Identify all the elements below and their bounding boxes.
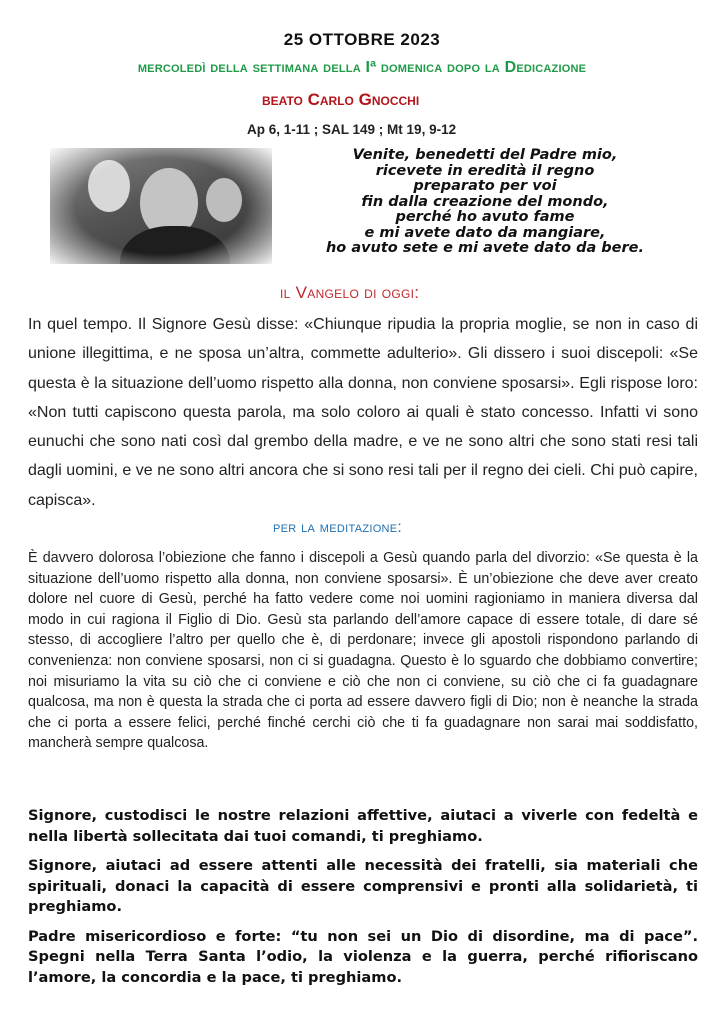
photo-youth-figure xyxy=(206,178,242,222)
saint-photo xyxy=(50,148,272,264)
quote-line: e mi avete dato da mangiare, xyxy=(364,224,606,241)
scripture-quote xyxy=(300,148,670,257)
photo-cassock-shape xyxy=(120,226,230,264)
prayer-intention: Signore, custodisci le nostre relazioni affettive, aiutaci a viverle con fedeltà e nella libertà sollecitata dai tuoi comandi, ti preghiamo. xyxy=(28,807,698,845)
gospel-text: In quel tempo. Il Signore Gesù disse: «Chiunque ripudia la propria moglie, se non in caso di unione illegittima, e ne sposa un’altra, commette adulterio». Gli dissero i suoi discepoli: «Se questa è la situazione dell’uomo rispetto alla donna, non conviene sposarsi». Egli rispose loro: «Non tutti capiscono questa parola, ma solo coloro ai quali è stato concesso. Infatti vi sono eunuchi che sono nati così dal grembo della madre, e ve ne sono altri che sono stati resi tali dagli uomini, e ve ne sono altri ancora che si sono resi tali per il regno dei cieli. Chi può capire, capisca». xyxy=(28,316,698,509)
readings-reference: Ap 6, 1-11 ; SAL 149 ; Mt 19, 9-12 xyxy=(247,122,457,137)
gospel-heading: il Vangelo di oggi: xyxy=(280,283,420,302)
quote-line: perché ho avuto fame xyxy=(395,209,575,225)
meditation-text: È davvero dolorosa l’obiezione che fanno i discepoli a Gesù quando parla del divorzio: «Se questa è la situazione dell’uomo rispetto alla donna, non conviene sposarsi». È un’obiezione che deve aver creato dolore nel cuore di Gesù, perché ha fatto vedere come noi uomini ragioniamo in maniera diversa dal modo in cui ragiona il Figlio di Dio. Gesù sta parlando dell’amore capace di essere totale, di dare sé stesso, di accogliere l’altro per quello che è, di perdonare; invece gli apostoli rispondono parlando di convenienza: non conviene sposarsi, non ci si guadagna. Questo è lo sguardo che dobbiamo convertire; noi misuriamo la vita su ciò che ci conviene e ciò che non ci conviene, su ciò che ci fa guadagnare qualcosa, ma non è questa la strada che ci porta ad essere davvero figli di Dio; non è neanche la strada che ci porta a essere felici, perché finché cerchi ciò che ti fa guadagnare non sarai mai soddisfatto, mancherà sempre qualcosa. xyxy=(28,550,698,752)
photo-child-figure xyxy=(88,160,130,212)
saint-of-day: beato Carlo Gnocchi xyxy=(262,90,420,109)
quote-line: Venite, benedetti del Padre mio, xyxy=(352,147,618,163)
liturgical-occasion: mercoledì della settimana della Iª domenica dopo la Dedicazione xyxy=(137,59,587,76)
meditation-heading: per la meditazione: xyxy=(273,519,403,536)
quote-line: preparato per voi xyxy=(413,178,557,194)
date-heading: 25 OTTOBRE 2023 xyxy=(283,30,441,49)
quote-line: ho avuto sete e mi avete dato da bere. xyxy=(325,240,645,256)
prayers-section xyxy=(28,806,698,997)
prayer-intention: Padre misericordioso e forte: “tu non sei un Dio di disordine, ma di pace”. Spegni nella Terra Santa l’odio, la violenza e la guerra, perché rifioriscano l’amore, la concordia e la pace, ti preghiamo. xyxy=(28,927,698,986)
quote-line: fin dalla creazione del mondo, xyxy=(361,193,609,210)
quote-line: ricevete in eredità il regno xyxy=(375,162,595,179)
prayer-intention: Signore, aiutaci ad essere attenti alle necessità dei fratelli, sia materiali che spirituali, donaci la capacità di essere comprensivi e pronti alla solidarietà, ti preghiamo. xyxy=(28,857,698,915)
